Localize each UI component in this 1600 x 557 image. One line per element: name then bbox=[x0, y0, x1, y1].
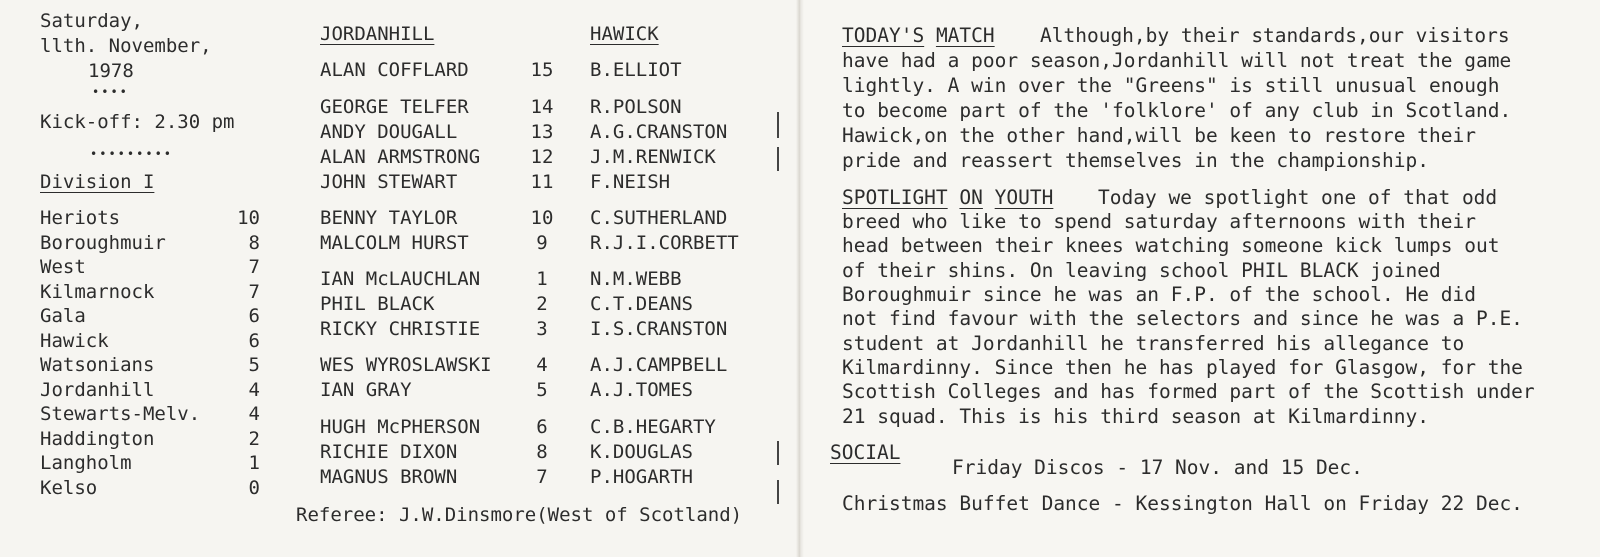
page-fold bbox=[796, 0, 804, 557]
position-number: 6 bbox=[536, 416, 548, 438]
league-team: Hawick bbox=[40, 330, 109, 352]
away-player: I.S.CRANSTON bbox=[590, 318, 728, 340]
league-team: Stewarts-Melv. bbox=[40, 403, 201, 425]
heading-word: MATCH bbox=[935, 24, 995, 47]
todays-match-line: lightly. A win over the "Greens" is still unusual enough bbox=[842, 74, 1500, 97]
league-points: 6 bbox=[248, 305, 260, 327]
league-points: 10 bbox=[237, 207, 260, 229]
heading-word: YOUTH bbox=[994, 186, 1054, 209]
league-team: Boroughmuir bbox=[40, 232, 166, 254]
social-discos: Friday Discos - 17 Nov. and 15 Dec. bbox=[952, 456, 1363, 479]
league-points: 5 bbox=[248, 354, 260, 376]
league-team: Langholm bbox=[40, 452, 132, 474]
league-team: Kilmarnock bbox=[40, 281, 155, 303]
home-player: PHIL BLACK bbox=[320, 293, 435, 315]
spotlight-line: 21 squad. This is his third season at Kilmardinny. bbox=[842, 405, 1429, 428]
position-number: 2 bbox=[536, 293, 548, 315]
league-points: 1 bbox=[248, 452, 260, 474]
todays-match-line: Although,by their standards,our visitors bbox=[1040, 24, 1510, 47]
referee: Referee: J.W.Dinsmore(West of Scotland) bbox=[296, 504, 743, 526]
position-number: 1 bbox=[536, 268, 548, 290]
position-number: 12 bbox=[530, 146, 554, 168]
away-player: N.M.WEBB bbox=[590, 268, 682, 290]
spotlight-line: Today we spotlight one of that odd bbox=[1098, 186, 1498, 209]
position-number: 8 bbox=[536, 441, 548, 463]
margin-mark bbox=[777, 480, 779, 504]
home-player: ALAN COFFLARD bbox=[320, 59, 469, 81]
home-player: MAGNUS BROWN bbox=[320, 466, 458, 488]
position-number: 10 bbox=[530, 207, 554, 229]
home-team-header: JORDANHILL bbox=[320, 23, 435, 45]
away-player: R.J.I.CORBETT bbox=[590, 232, 739, 254]
away-player: J.M.RENWICK bbox=[590, 146, 716, 168]
margin-mark bbox=[777, 112, 779, 138]
social-dance: Christmas Buffet Dance - Kessington Hall on Friday 22 Dec. bbox=[842, 492, 1523, 515]
spotlight-line: not find favour with the selectors and since he was a P.E. bbox=[842, 307, 1523, 330]
todays-match-heading bbox=[842, 24, 995, 49]
heading-word: SPOTLIGHT bbox=[842, 186, 948, 209]
league-points: 8 bbox=[248, 232, 260, 254]
away-player: A.J.CAMPBELL bbox=[590, 354, 728, 376]
home-player: IAN McLAUCHLAN bbox=[320, 268, 481, 290]
league-points: 4 bbox=[248, 379, 260, 401]
league-title: Division I bbox=[40, 171, 155, 193]
spotlight-line: Kilmardinny. Since then he has played for Glasgow, for the bbox=[842, 356, 1523, 379]
separator-dots: ••••••••• bbox=[90, 147, 174, 161]
spotlight-line: student at Jordanhill he transferred his allegance to bbox=[842, 332, 1465, 355]
league-points: 4 bbox=[248, 403, 260, 425]
position-number: 13 bbox=[530, 121, 554, 143]
position-number: 14 bbox=[530, 96, 554, 118]
spotlight-line: breed who like to spend saturday afternoons with their bbox=[842, 210, 1476, 233]
position-number: 9 bbox=[536, 232, 548, 254]
away-player: C.SUTHERLAND bbox=[590, 207, 728, 229]
home-player: ALAN ARMSTRONG bbox=[320, 146, 481, 168]
todays-match-line: Hawick,on the other hand,will be keen to restore their bbox=[842, 124, 1476, 147]
position-number: 11 bbox=[530, 171, 554, 193]
todays-match-line: pride and reassert themselves in the championship. bbox=[842, 149, 1429, 172]
todays-match-line: have had a poor season,Jordanhill will not treat the game bbox=[842, 49, 1512, 72]
position-number: 4 bbox=[536, 354, 548, 376]
position-number: 5 bbox=[536, 379, 548, 401]
away-player: B.ELLIOT bbox=[590, 59, 682, 81]
spotlight-line: head between their knees watching someone kick lumps out bbox=[842, 234, 1500, 257]
social-heading: SOCIAL bbox=[830, 441, 901, 464]
date-day: Saturday, bbox=[40, 10, 143, 32]
heading-word: ON bbox=[959, 186, 983, 209]
home-player: MALCOLM HURST bbox=[320, 232, 469, 254]
date-year: 1978 bbox=[88, 60, 134, 82]
home-player: ANDY DOUGALL bbox=[320, 121, 458, 143]
home-player: RICKY CHRISTIE bbox=[320, 318, 481, 340]
home-player: IAN GRAY bbox=[320, 379, 412, 401]
league-points: 7 bbox=[248, 281, 260, 303]
position-number: 3 bbox=[536, 318, 548, 340]
home-player: HUGH McPHERSON bbox=[320, 416, 481, 438]
away-player: F.NEISH bbox=[590, 171, 671, 193]
home-player: RICHIE DIXON bbox=[320, 441, 458, 463]
league-team: Jordanhill bbox=[40, 379, 155, 401]
league-points: 2 bbox=[248, 428, 260, 450]
away-team-header: HAWICK bbox=[590, 23, 659, 45]
spotlight-line: Boroughmuir since he was an F.P. of the school. He did bbox=[842, 283, 1476, 306]
spotlight-heading bbox=[842, 186, 1053, 211]
margin-mark bbox=[777, 147, 779, 171]
league-points: 6 bbox=[248, 330, 260, 352]
away-player: A.J.TOMES bbox=[590, 379, 693, 401]
league-team: Heriots bbox=[40, 207, 121, 229]
kickoff-time: Kick-off: 2.30 pm bbox=[40, 111, 235, 133]
away-player: A.G.CRANSTON bbox=[590, 121, 728, 143]
away-player: C.T.DEANS bbox=[590, 293, 693, 315]
position-number: 15 bbox=[530, 59, 554, 81]
home-player: WES WYROSLAWSKI bbox=[320, 354, 492, 376]
spotlight-line: of their shins. On leaving school PHIL BLACK joined bbox=[842, 259, 1441, 282]
away-player: C.B.HEGARTY bbox=[590, 416, 716, 438]
home-player: GEORGE TELFER bbox=[320, 96, 469, 118]
league-team: Gala bbox=[40, 305, 86, 327]
league-team: Kelso bbox=[40, 477, 98, 499]
league-points: 7 bbox=[248, 256, 260, 278]
league-team: West bbox=[40, 256, 86, 278]
league-team: Haddington bbox=[40, 428, 155, 450]
league-points: 0 bbox=[248, 477, 260, 499]
home-player: JOHN STEWART bbox=[320, 171, 458, 193]
date-month: llth. November, bbox=[40, 35, 212, 57]
position-number: 7 bbox=[536, 466, 548, 488]
margin-mark bbox=[777, 441, 779, 465]
todays-match-line: to become part of the 'folklore' of any club in Scotland. bbox=[842, 99, 1512, 122]
separator-dots: •••• bbox=[92, 85, 129, 99]
away-player: R.POLSON bbox=[590, 96, 682, 118]
away-player: K.DOUGLAS bbox=[590, 441, 693, 463]
league-team: Watsonians bbox=[40, 354, 155, 376]
spotlight-line: Scottish Colleges and has formed part of the Scottish under bbox=[842, 380, 1535, 403]
heading-word: TODAY'S bbox=[842, 24, 925, 47]
away-player: P.HOGARTH bbox=[590, 466, 693, 488]
home-player: BENNY TAYLOR bbox=[320, 207, 458, 229]
